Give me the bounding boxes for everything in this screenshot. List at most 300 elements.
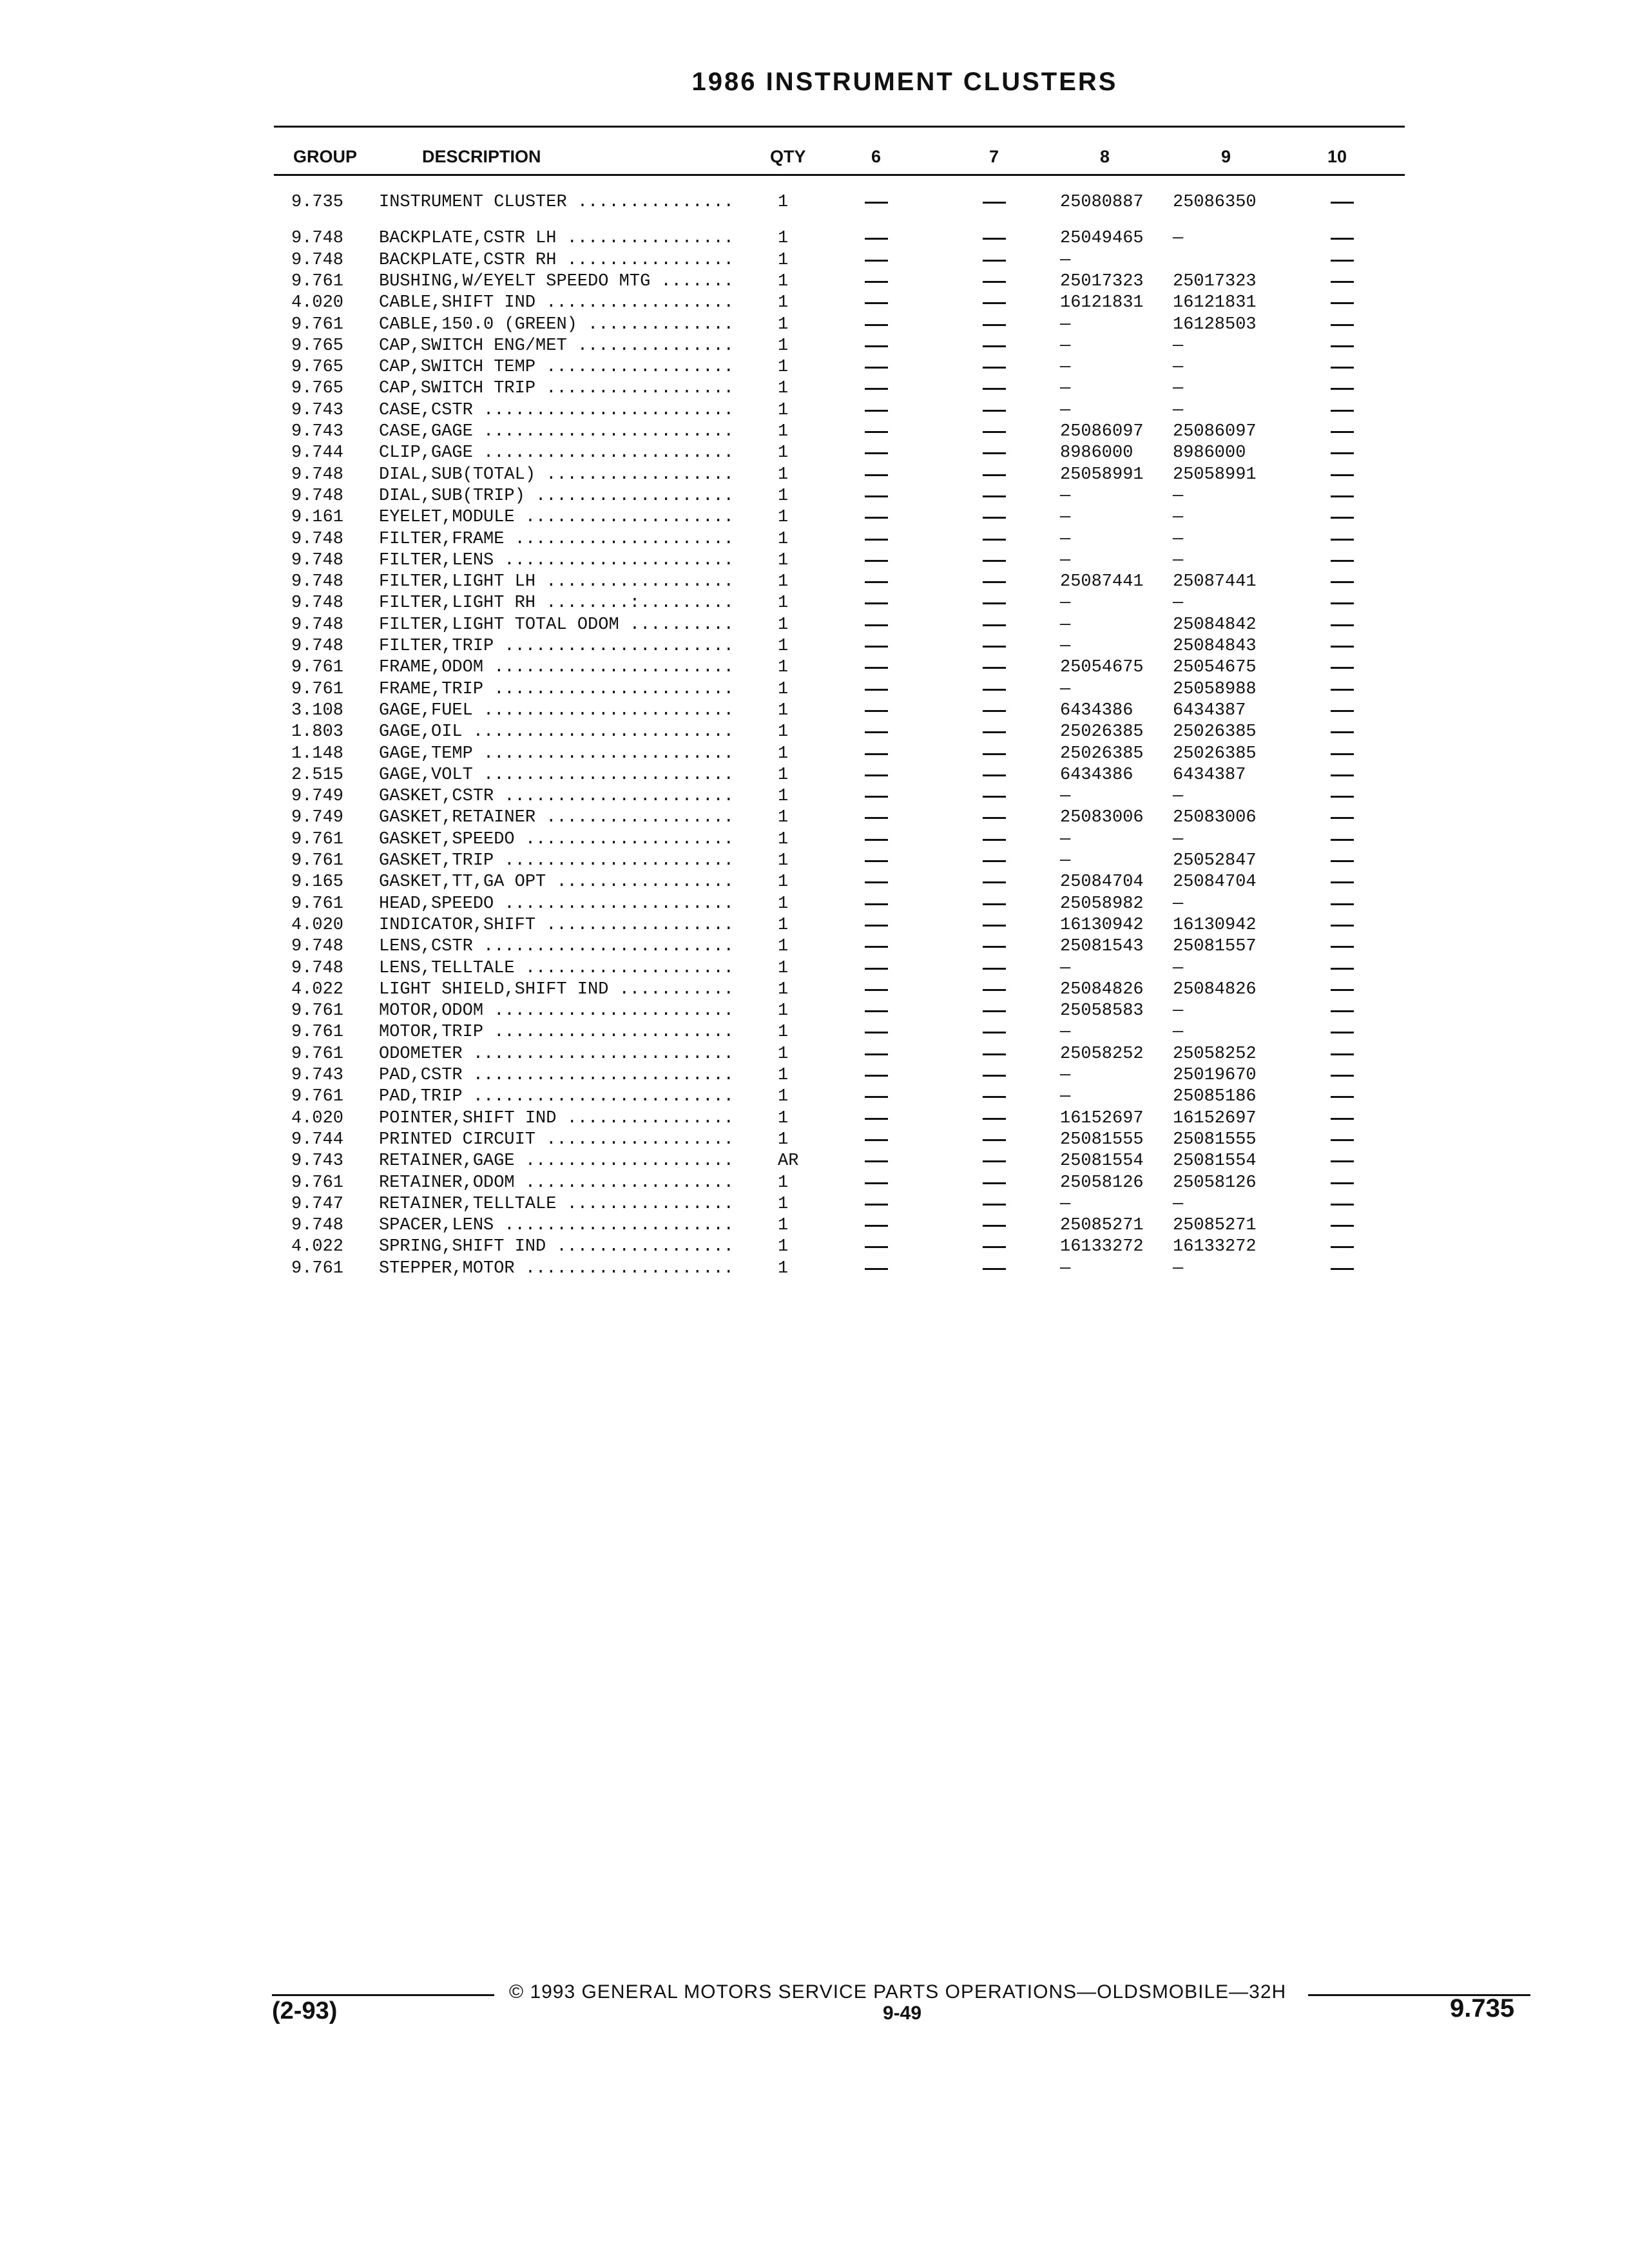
group-cell: 4.020	[291, 293, 344, 313]
table-row	[0, 1022, 1629, 1043]
part-number-col-9: —	[1173, 379, 1184, 399]
group-cell: 9.761	[291, 271, 344, 291]
table-row	[0, 807, 1629, 829]
not-applicable-dash	[1331, 1204, 1354, 1206]
description-cell: GAGE,OIL .........................	[379, 722, 734, 742]
not-applicable-dash	[865, 495, 888, 497]
table-row	[0, 829, 1629, 850]
footer-section-number: 9.735	[1450, 1994, 1515, 2023]
not-applicable-dash	[983, 452, 1006, 454]
part-number-col-8: —	[1060, 1194, 1071, 1214]
part-number-col-8: —	[1060, 787, 1071, 807]
description-cell: CABLE,150.0 (GREEN) ..............	[379, 314, 734, 334]
group-cell: 9.743	[291, 1151, 344, 1171]
not-applicable-dash	[1331, 1096, 1354, 1098]
group-cell: 9.165	[291, 872, 344, 892]
part-number-col-9: 16152697	[1173, 1108, 1257, 1128]
part-number-col-9: 25085271	[1173, 1216, 1257, 1236]
not-applicable-dash	[1331, 1160, 1354, 1162]
not-applicable-dash	[1331, 1010, 1354, 1012]
group-cell: 9.761	[291, 679, 344, 699]
not-applicable-dash	[1331, 1053, 1354, 1055]
part-number-col-9: —	[1173, 1258, 1184, 1278]
qty-cell: 1	[778, 550, 789, 570]
group-cell: 9.748	[291, 465, 344, 485]
not-applicable-dash	[865, 324, 888, 326]
not-applicable-dash	[865, 1053, 888, 1055]
group-cell: 4.020	[291, 1108, 344, 1128]
table-row	[0, 293, 1629, 314]
not-applicable-dash	[1331, 817, 1354, 819]
not-applicable-dash	[983, 624, 1006, 626]
col-header-9: 9	[1221, 147, 1231, 166]
not-applicable-dash	[983, 238, 1006, 240]
group-cell: 4.022	[291, 979, 344, 999]
group-cell: 9.747	[291, 1194, 344, 1214]
part-number-col-9: 25086097	[1173, 422, 1257, 441]
not-applicable-dash	[1331, 452, 1354, 454]
not-applicable-dash	[1331, 667, 1354, 669]
not-applicable-dash	[983, 1010, 1006, 1012]
description-cell: POINTER,SHIFT IND ................	[379, 1108, 734, 1128]
part-number-col-8: —	[1060, 1066, 1071, 1085]
not-applicable-dash	[983, 410, 1006, 412]
part-number-col-8: 25049465	[1060, 229, 1144, 249]
not-applicable-dash	[865, 946, 888, 948]
description-cell: RETAINER,TELLTALE ................	[379, 1194, 734, 1214]
not-applicable-dash	[865, 881, 888, 883]
description-cell: STEPPER,MOTOR ....................	[379, 1258, 734, 1278]
table-row	[0, 421, 1629, 443]
qty-cell: 1	[778, 1216, 789, 1236]
qty-cell: 1	[778, 1258, 789, 1278]
group-cell: 9.761	[291, 314, 344, 334]
not-applicable-dash	[865, 731, 888, 733]
not-applicable-dash	[1331, 238, 1354, 240]
description-cell: GASKET,TT,GA OPT .................	[379, 872, 734, 892]
table-row	[0, 958, 1629, 979]
qty-cell: 1	[778, 937, 789, 957]
table-row	[0, 465, 1629, 486]
description-cell: CASE,CSTR ........................	[379, 400, 734, 420]
description-cell: FILTER,LIGHT TOTAL ODOM ..........	[379, 615, 734, 635]
not-applicable-dash	[865, 1118, 888, 1120]
not-applicable-dash	[1331, 324, 1354, 326]
not-applicable-dash	[865, 968, 888, 970]
part-number-col-8: 25086097	[1060, 422, 1144, 441]
not-applicable-dash	[1331, 710, 1354, 712]
part-number-col-9: 25058252	[1173, 1044, 1257, 1064]
group-cell: 9.761	[291, 851, 344, 870]
not-applicable-dash	[865, 388, 888, 390]
not-applicable-dash	[983, 1096, 1006, 1098]
not-applicable-dash	[983, 474, 1006, 476]
description-cell: DIAL,SUB(TOTAL) ..................	[379, 465, 734, 485]
part-number-col-9: 25085186	[1173, 1087, 1257, 1107]
not-applicable-dash	[865, 710, 888, 712]
table-row	[0, 700, 1629, 722]
not-applicable-dash	[983, 839, 1006, 841]
part-number-col-8: 25081543	[1060, 937, 1144, 957]
description-cell: BACKPLATE,CSTR LH ................	[379, 229, 734, 249]
part-number-col-8: 25026385	[1060, 722, 1144, 742]
group-cell: 4.020	[291, 915, 344, 935]
table-row	[0, 529, 1629, 550]
qty-cell: 1	[778, 1023, 789, 1043]
description-cell: ODOMETER .........................	[379, 1044, 734, 1064]
part-number-col-8: 25083006	[1060, 808, 1144, 828]
not-applicable-dash	[865, 474, 888, 476]
not-applicable-dash	[1331, 1075, 1354, 1077]
part-number-col-9: 25081557	[1173, 937, 1257, 957]
qty-cell: 1	[778, 1087, 789, 1107]
not-applicable-dash	[865, 1225, 888, 1227]
qty-cell: 1	[778, 658, 789, 678]
part-number-col-8: —	[1060, 250, 1071, 270]
table-row	[0, 915, 1629, 936]
not-applicable-dash	[983, 646, 1006, 648]
not-applicable-dash	[865, 1160, 888, 1162]
part-number-col-9: 25084842	[1173, 615, 1257, 635]
not-applicable-dash	[865, 367, 888, 369]
table-row	[0, 722, 1629, 743]
description-cell: EYELET,MODULE ....................	[379, 508, 734, 528]
not-applicable-dash	[1331, 517, 1354, 519]
not-applicable-dash	[865, 989, 888, 991]
part-number-col-9: —	[1173, 593, 1184, 613]
table-row	[0, 378, 1629, 399]
part-number-col-9: 6434387	[1173, 700, 1246, 720]
not-applicable-dash	[1331, 581, 1354, 583]
part-number-col-9: —	[1173, 958, 1184, 978]
not-applicable-dash	[983, 1118, 1006, 1120]
table-row	[0, 894, 1629, 915]
group-cell: 9.748	[291, 250, 344, 270]
not-applicable-dash	[865, 1246, 888, 1248]
part-number-col-8: —	[1060, 593, 1071, 613]
not-applicable-dash	[983, 539, 1006, 541]
qty-cell: 1	[778, 851, 789, 870]
not-applicable-dash	[983, 517, 1006, 519]
group-cell: 9.748	[291, 486, 344, 506]
not-applicable-dash	[865, 302, 888, 304]
qty-cell: 1	[778, 400, 789, 420]
part-number-col-8: —	[1060, 679, 1071, 699]
part-number-col-8: —	[1060, 400, 1071, 420]
not-applicable-dash	[865, 860, 888, 862]
footer-copyright: © 1993 GENERAL MOTORS SERVICE PARTS OPERATIONS—OLDSMOBILE—32H	[509, 1981, 1287, 2003]
group-cell: 9.765	[291, 379, 344, 399]
part-number-col-9: 16130942	[1173, 915, 1257, 935]
header-bottom-rule	[274, 174, 1405, 176]
not-applicable-dash	[1331, 539, 1354, 541]
not-applicable-dash	[983, 1053, 1006, 1055]
part-number-col-9: 25054675	[1173, 658, 1257, 678]
part-number-col-8: 25058126	[1060, 1173, 1144, 1193]
part-number-col-8: —	[1060, 379, 1071, 399]
part-number-col-8: —	[1060, 529, 1071, 549]
not-applicable-dash	[983, 860, 1006, 862]
not-applicable-dash	[983, 710, 1006, 712]
qty-cell: 1	[778, 250, 789, 270]
description-cell: FRAME,TRIP .......................	[379, 679, 734, 699]
not-applicable-dash	[865, 1096, 888, 1098]
not-applicable-dash	[983, 731, 1006, 733]
not-applicable-dash	[983, 1268, 1006, 1270]
part-number-col-9: —	[1173, 550, 1184, 570]
not-applicable-dash	[865, 1204, 888, 1206]
not-applicable-dash	[1331, 495, 1354, 497]
not-applicable-dash	[865, 1010, 888, 1012]
group-cell: 2.515	[291, 765, 344, 785]
part-number-col-9: 25052847	[1173, 851, 1257, 870]
table-row	[0, 1236, 1629, 1258]
table-row	[0, 1215, 1629, 1236]
description-cell: BUSHING,W/EYELT SPEEDO MTG .......	[379, 271, 734, 291]
col-header-8: 8	[1100, 147, 1110, 166]
qty-cell: 1	[778, 958, 789, 978]
footer-page-number: 9-49	[883, 2003, 922, 2024]
table-row	[0, 615, 1629, 636]
not-applicable-dash	[983, 388, 1006, 390]
part-number-col-9: 25084826	[1173, 979, 1257, 999]
not-applicable-dash	[865, 238, 888, 240]
table-row	[0, 765, 1629, 786]
not-applicable-dash	[865, 1182, 888, 1184]
not-applicable-dash	[1331, 839, 1354, 841]
qty-cell: 1	[778, 894, 789, 914]
not-applicable-dash	[865, 202, 888, 204]
not-applicable-dash	[865, 345, 888, 347]
table-row	[0, 1065, 1629, 1086]
col-header-7: 7	[989, 147, 999, 166]
qty-cell: 1	[778, 379, 789, 399]
part-number-col-9: 25084704	[1173, 872, 1257, 892]
not-applicable-dash	[865, 1268, 888, 1270]
part-number-col-8: 25081554	[1060, 1151, 1144, 1171]
not-applicable-dash	[1331, 989, 1354, 991]
not-applicable-dash	[983, 581, 1006, 583]
not-applicable-dash	[865, 281, 888, 283]
description-cell: MOTOR,TRIP .......................	[379, 1023, 734, 1043]
part-number-col-9: —	[1173, 829, 1184, 849]
part-number-col-9: 25081554	[1173, 1151, 1257, 1171]
not-applicable-dash	[983, 260, 1006, 262]
part-number-col-8: —	[1060, 851, 1071, 870]
description-cell: BACKPLATE,CSTR RH ................	[379, 250, 734, 270]
not-applicable-dash	[1331, 796, 1354, 798]
qty-cell: 1	[778, 744, 789, 764]
col-header-group: GROUP	[293, 147, 358, 166]
table-row	[0, 786, 1629, 807]
not-applicable-dash	[865, 1075, 888, 1077]
description-cell: CASE,GAGE ........................	[379, 422, 734, 441]
not-applicable-dash	[1331, 602, 1354, 604]
not-applicable-dash	[1331, 410, 1354, 412]
not-applicable-dash	[1331, 474, 1354, 476]
group-cell: 9.735	[291, 193, 344, 212]
description-cell: LENS,CSTR ........................	[379, 937, 734, 957]
not-applicable-dash	[983, 753, 1006, 755]
description-cell: GAGE,FUEL ........................	[379, 700, 734, 720]
not-applicable-dash	[983, 1246, 1006, 1248]
not-applicable-dash	[1331, 860, 1354, 862]
part-number-col-8: —	[1060, 486, 1071, 506]
not-applicable-dash	[1331, 1032, 1354, 1033]
not-applicable-dash	[1331, 946, 1354, 948]
part-number-col-8: 25058583	[1060, 1001, 1144, 1021]
group-cell: 9.161	[291, 508, 344, 528]
description-cell: LENS,TELLTALE ....................	[379, 958, 734, 978]
qty-cell: 1	[778, 700, 789, 720]
table-row	[0, 1129, 1629, 1151]
part-number-col-9: 25058988	[1173, 679, 1257, 699]
table-row	[0, 636, 1629, 657]
description-cell: INSTRUMENT CLUSTER ...............	[379, 193, 734, 212]
not-applicable-dash	[865, 646, 888, 648]
part-number-col-9: 25058991	[1173, 465, 1257, 485]
not-applicable-dash	[1331, 1182, 1354, 1184]
qty-cell: 1	[778, 1044, 789, 1064]
description-cell: GASKET,RETAINER ..................	[379, 808, 734, 828]
table-row	[0, 228, 1629, 249]
part-number-col-9: —	[1173, 508, 1184, 528]
description-cell: PRINTED CIRCUIT ..................	[379, 1129, 734, 1149]
qty-cell: 1	[778, 637, 789, 656]
qty-cell: 1	[778, 229, 789, 249]
group-cell: 9.761	[291, 1023, 344, 1043]
not-applicable-dash	[983, 925, 1006, 927]
not-applicable-dash	[983, 560, 1006, 562]
table-row	[0, 357, 1629, 378]
qty-cell: AR	[778, 1151, 799, 1171]
group-cell: 9.743	[291, 1066, 344, 1085]
part-number-col-8: —	[1060, 1258, 1071, 1278]
not-applicable-dash	[1331, 281, 1354, 283]
group-cell: 9.748	[291, 615, 344, 635]
part-number-col-9: —	[1173, 336, 1184, 356]
not-applicable-dash	[1331, 753, 1354, 755]
not-applicable-dash	[983, 602, 1006, 604]
not-applicable-dash	[983, 689, 1006, 691]
qty-cell: 1	[778, 1237, 789, 1257]
part-number-col-8: 25084704	[1060, 872, 1144, 892]
qty-cell: 1	[778, 829, 789, 849]
part-number-col-8: 25054675	[1060, 658, 1144, 678]
part-number-col-9: —	[1173, 486, 1184, 506]
description-cell: FILTER,FRAME .....................	[379, 529, 734, 549]
part-number-col-9: —	[1173, 358, 1184, 378]
table-row	[0, 314, 1629, 336]
group-cell: 1.148	[291, 744, 344, 764]
qty-cell: 1	[778, 722, 789, 742]
not-applicable-dash	[983, 345, 1006, 347]
qty-cell: 1	[778, 915, 789, 935]
part-number-col-8: 25081555	[1060, 1129, 1144, 1149]
qty-cell: 1	[778, 1108, 789, 1128]
part-number-col-9: 25026385	[1173, 722, 1257, 742]
not-applicable-dash	[865, 903, 888, 905]
not-applicable-dash	[1331, 774, 1354, 776]
part-number-col-9: 8986000	[1173, 443, 1246, 463]
part-number-col-8: 8986000	[1060, 443, 1133, 463]
qty-cell: 1	[778, 593, 789, 613]
table-row	[0, 679, 1629, 700]
qty-cell: 1	[778, 615, 789, 635]
part-number-col-8: 25080887	[1060, 193, 1144, 212]
part-number-col-9: 25058126	[1173, 1173, 1257, 1193]
not-applicable-dash	[1331, 968, 1354, 970]
not-applicable-dash	[1331, 260, 1354, 262]
table-row	[0, 593, 1629, 614]
not-applicable-dash	[865, 260, 888, 262]
qty-cell: 1	[778, 765, 789, 785]
description-cell: CLIP,GAGE ........................	[379, 443, 734, 463]
description-cell: LIGHT SHIELD,SHIFT IND ...........	[379, 979, 734, 999]
not-applicable-dash	[1331, 1246, 1354, 1248]
table-row	[0, 936, 1629, 957]
not-applicable-dash	[1331, 1139, 1354, 1141]
not-applicable-dash	[983, 817, 1006, 819]
part-number-col-9: —	[1173, 894, 1184, 914]
not-applicable-dash	[865, 817, 888, 819]
part-number-col-9: —	[1173, 400, 1184, 420]
not-applicable-dash	[983, 324, 1006, 326]
qty-cell: 1	[778, 1129, 789, 1149]
not-applicable-dash	[865, 796, 888, 798]
not-applicable-dash	[1331, 302, 1354, 304]
group-cell: 9.765	[291, 358, 344, 378]
table-row	[0, 192, 1629, 213]
qty-cell: 1	[778, 358, 789, 378]
table-row	[0, 1001, 1629, 1022]
part-number-col-9: 25081555	[1173, 1129, 1257, 1149]
not-applicable-dash	[1331, 881, 1354, 883]
table-row	[0, 1173, 1629, 1194]
group-cell: 9.744	[291, 1129, 344, 1149]
table-row	[0, 1086, 1629, 1108]
group-cell: 9.748	[291, 550, 344, 570]
group-cell: 9.748	[291, 529, 344, 549]
part-number-col-8: —	[1060, 637, 1071, 656]
not-applicable-dash	[1331, 431, 1354, 433]
description-cell: FILTER,TRIP ......................	[379, 637, 734, 656]
not-applicable-dash	[1331, 345, 1354, 347]
description-cell: PAD,TRIP .........................	[379, 1087, 734, 1107]
description-cell: RETAINER,ODOM ....................	[379, 1173, 734, 1193]
not-applicable-dash	[1331, 367, 1354, 369]
qty-cell: 1	[778, 271, 789, 291]
not-applicable-dash	[983, 202, 1006, 204]
not-applicable-dash	[865, 1032, 888, 1033]
part-number-col-8: 25026385	[1060, 744, 1144, 764]
not-applicable-dash	[1331, 624, 1354, 626]
not-applicable-dash	[865, 667, 888, 669]
description-cell: GASKET,SPEEDO ....................	[379, 829, 734, 849]
description-cell: GAGE,TEMP ........................	[379, 744, 734, 764]
part-number-col-9: —	[1173, 787, 1184, 807]
not-applicable-dash	[865, 774, 888, 776]
part-number-col-9: 25087441	[1173, 572, 1257, 592]
not-applicable-dash	[865, 560, 888, 562]
not-applicable-dash	[1331, 560, 1354, 562]
table-row	[0, 872, 1629, 893]
part-number-col-9: 25084843	[1173, 637, 1257, 656]
description-cell: HEAD,SPEEDO ......................	[379, 894, 734, 914]
not-applicable-dash	[865, 624, 888, 626]
not-applicable-dash	[1331, 903, 1354, 905]
not-applicable-dash	[983, 903, 1006, 905]
